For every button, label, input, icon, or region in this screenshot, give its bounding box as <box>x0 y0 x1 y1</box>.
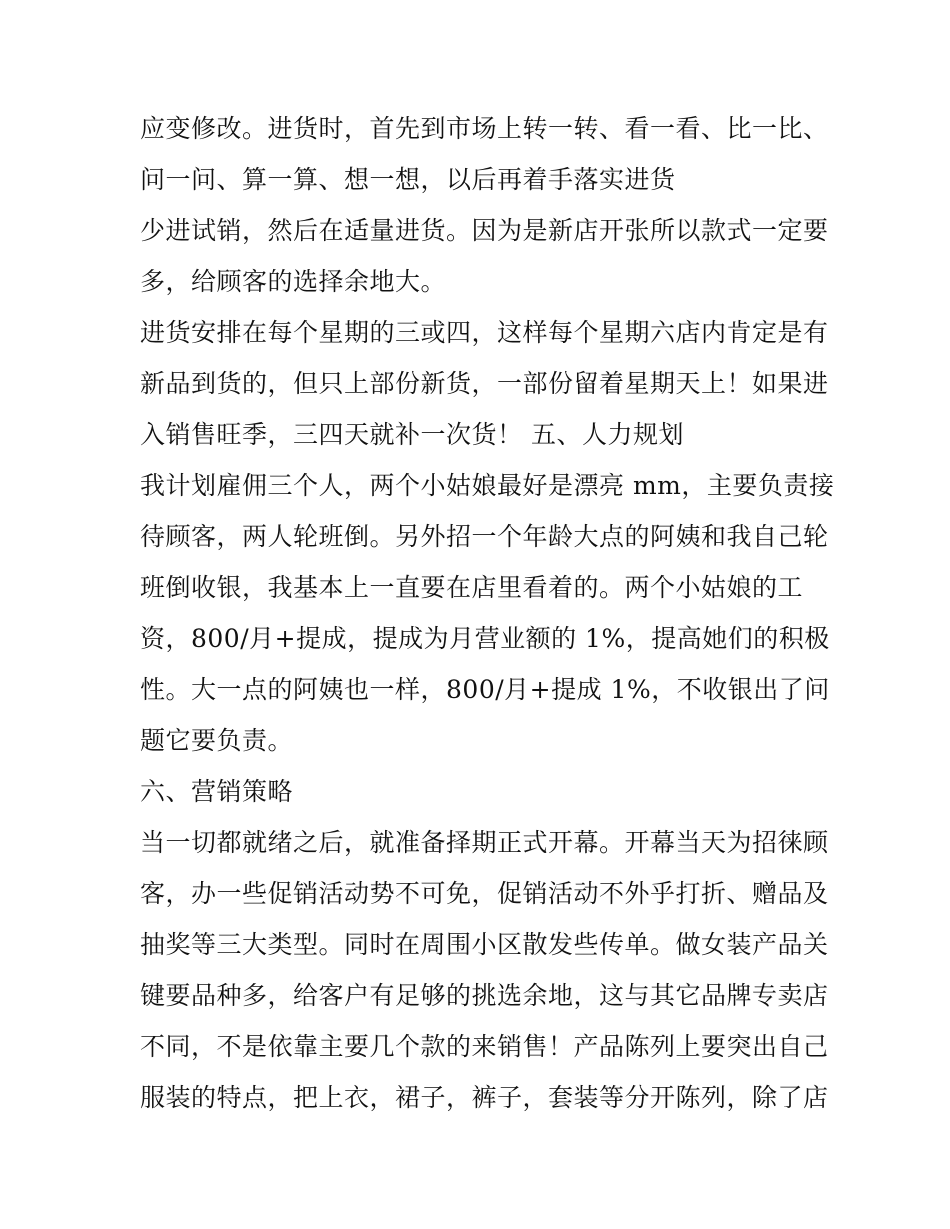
text-line-6: 新品到货的，但只上部份新货，一部份留着星期天上！如果进 <box>140 369 829 398</box>
text-line-16: 客，办一些促销活动势不可免，促销活动不外乎打折、赠品及 <box>140 879 829 908</box>
text-line-7: 入销售旺季，三四天就补一次货！ 五、人力规划 <box>140 420 684 449</box>
text-line-12: 性。大一点的阿姨也一样，800/月+提成 1%，不收银出了问 <box>140 675 830 704</box>
text-line-4: 多，给顾客的选择余地大。 <box>140 267 447 296</box>
text-line-10: 班倒收银，我基本上一直要在店里看着的。两个小姑娘的工 <box>140 573 804 602</box>
text-line-5: 进货安排在每个星期的三或四，这样每个星期六店内肯定是有 <box>140 318 829 347</box>
text-line-18: 键要品种多，给客户有足够的挑选余地，这与其它品牌专卖店 <box>140 981 829 1010</box>
text-line-9: 待顾客，两人轮班倒。另外招一个年龄大点的阿姨和我自己轮 <box>140 522 829 551</box>
text-line-17: 抽奖等三大类型。同时在周围小区散发些传单。做女装产品关 <box>140 930 829 959</box>
text-line-11: 资，800/月+提成，提成为月营业额的 1%，提高她们的积极 <box>140 624 830 653</box>
text-line-20: 服装的特点，把上衣，裙子，裤子，套装等分开陈列，除了店 <box>140 1083 829 1112</box>
text-line-8: 我计划雇佣三个人，两个小姑娘最好是漂亮 mm，主要负责接 <box>140 471 835 500</box>
text-line-15: 当一切都就绪之后，就准备择期正式开幕。开幕当天为招徕顾 <box>140 828 829 857</box>
text-line-3: 少进试销，然后在适量进货。因为是新店开张所以款式一定要 <box>140 216 829 245</box>
section-heading-marketing: 六、营销策略 <box>140 777 294 806</box>
text-line-13: 题它要负责。 <box>140 726 294 755</box>
text-line-1: 应变修改。进货时，首先到市场上转一转、看一看、比一比、 <box>140 114 829 143</box>
text-line-2: 问一问、算一算、想一想，以后再着手落实进货 <box>140 165 676 194</box>
text-line-19: 不同，不是依靠主要几个款的来销售！产品陈列上要突出自己 <box>140 1032 829 1061</box>
